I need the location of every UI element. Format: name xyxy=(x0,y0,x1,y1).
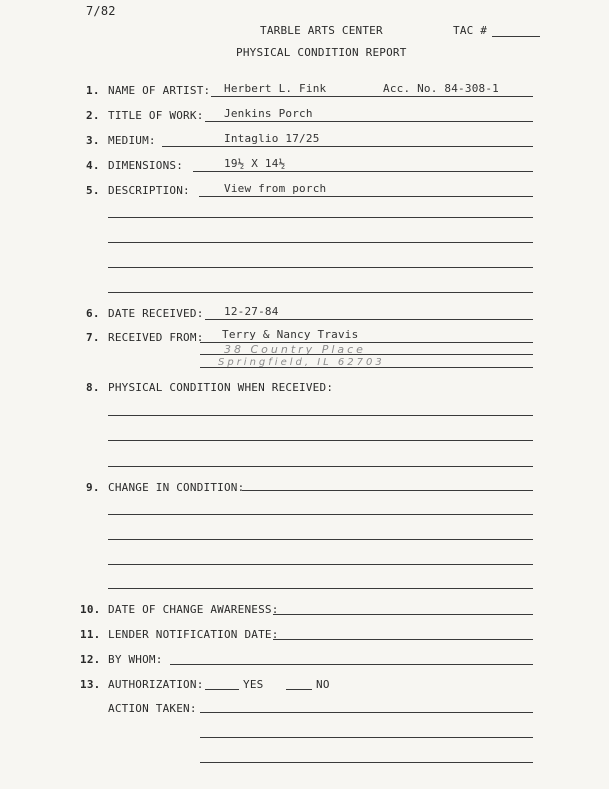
date-received-label: DATE RECEIVED: xyxy=(108,307,204,320)
authorization-yes-line[interactable] xyxy=(205,689,239,690)
field-num-8: 8. xyxy=(86,381,100,394)
field-num-1: 1. xyxy=(86,84,100,97)
action-taken-line-1[interactable] xyxy=(200,712,533,713)
description-value[interactable]: View from porch xyxy=(224,182,327,195)
received-from-address-1[interactable]: 38 Country Place xyxy=(224,343,366,356)
accession-number[interactable]: Acc. No. 84-308-1 xyxy=(383,82,499,95)
physical-condition-line-2[interactable] xyxy=(108,440,533,441)
title-value[interactable]: Jenkins Porch xyxy=(224,107,313,120)
dimensions-line xyxy=(193,171,533,172)
title-line xyxy=(205,121,533,122)
received-from-line-3 xyxy=(200,367,533,368)
lender-notification-label: LENDER NOTIFICATION DATE: xyxy=(108,628,279,641)
artist-value[interactable]: Herbert L. Fink xyxy=(224,82,327,95)
physical-condition-line-3[interactable] xyxy=(108,466,533,467)
description-label: DESCRIPTION: xyxy=(108,184,190,197)
change-condition-label: CHANGE IN CONDITION: xyxy=(108,481,245,494)
authorization-no-line[interactable] xyxy=(286,689,312,690)
field-num-5: 5. xyxy=(86,184,100,197)
description-line-4[interactable] xyxy=(108,267,533,268)
by-whom-line[interactable] xyxy=(170,664,533,665)
description-line xyxy=(199,196,533,197)
date-received-value[interactable]: 12-27-84 xyxy=(224,305,279,318)
tac-label: TAC # xyxy=(453,24,488,37)
change-condition-line-3[interactable] xyxy=(108,539,533,540)
change-condition-line-5[interactable] xyxy=(108,588,533,589)
action-taken-line-2[interactable] xyxy=(200,737,533,738)
received-from-address-2[interactable]: Springfield, IL 62703 xyxy=(218,357,385,368)
by-whom-label: BY WHOM: xyxy=(108,653,163,666)
date-change-label: DATE OF CHANGE AWARENESS: xyxy=(108,603,279,616)
field-num-4: 4. xyxy=(86,159,100,172)
description-line-2[interactable] xyxy=(108,217,533,218)
received-from-line-2 xyxy=(200,354,533,355)
medium-value[interactable]: Intaglio 17/25 xyxy=(224,132,320,145)
change-condition-line-4[interactable] xyxy=(108,564,533,565)
change-condition-line[interactable] xyxy=(242,490,533,491)
medium-line xyxy=(162,146,533,147)
description-line-3[interactable] xyxy=(108,242,533,243)
field-num-6: 6. xyxy=(86,307,100,320)
artist-line xyxy=(211,96,533,97)
physical-condition-label: PHYSICAL CONDITION WHEN RECEIVED: xyxy=(108,381,334,394)
field-num-2: 2. xyxy=(86,109,100,122)
authorization-label: AUTHORIZATION: xyxy=(108,678,204,691)
org-name: TARBLE ARTS CENTER xyxy=(260,24,383,37)
description-line-5[interactable] xyxy=(108,292,533,293)
field-num-11: 11. xyxy=(80,628,101,641)
date-change-line[interactable] xyxy=(273,614,533,615)
tac-number-line[interactable] xyxy=(492,36,540,37)
action-taken-label: ACTION TAKEN: xyxy=(108,702,197,715)
field-num-7: 7. xyxy=(86,331,100,344)
action-taken-line-3[interactable] xyxy=(200,762,533,763)
authorization-no-label: NO xyxy=(316,678,330,691)
date-received-line xyxy=(205,319,533,320)
field-num-9: 9. xyxy=(86,481,100,494)
medium-label: MEDIUM: xyxy=(108,134,156,147)
field-num-13: 13. xyxy=(80,678,101,691)
title-label: TITLE OF WORK: xyxy=(108,109,204,122)
received-from-label: RECEIVED FROM: xyxy=(108,331,204,344)
lender-notification-line[interactable] xyxy=(273,639,533,640)
field-num-3: 3. xyxy=(86,134,100,147)
change-condition-line-2[interactable] xyxy=(108,514,533,515)
received-from-value[interactable]: Terry & Nancy Travis xyxy=(222,328,359,341)
physical-condition-line-1[interactable] xyxy=(108,415,533,416)
dimensions-label: DIMENSIONS: xyxy=(108,159,184,172)
field-num-12: 12. xyxy=(80,653,101,666)
form-title: PHYSICAL CONDITION REPORT xyxy=(236,46,407,59)
field-num-10: 10. xyxy=(80,603,101,616)
dimensions-value[interactable]: 19½ X 14½ xyxy=(224,157,286,170)
form-date-code: 7/82 xyxy=(86,4,116,18)
authorization-yes-label: YES xyxy=(243,678,264,691)
artist-label: NAME OF ARTIST: xyxy=(108,84,211,97)
